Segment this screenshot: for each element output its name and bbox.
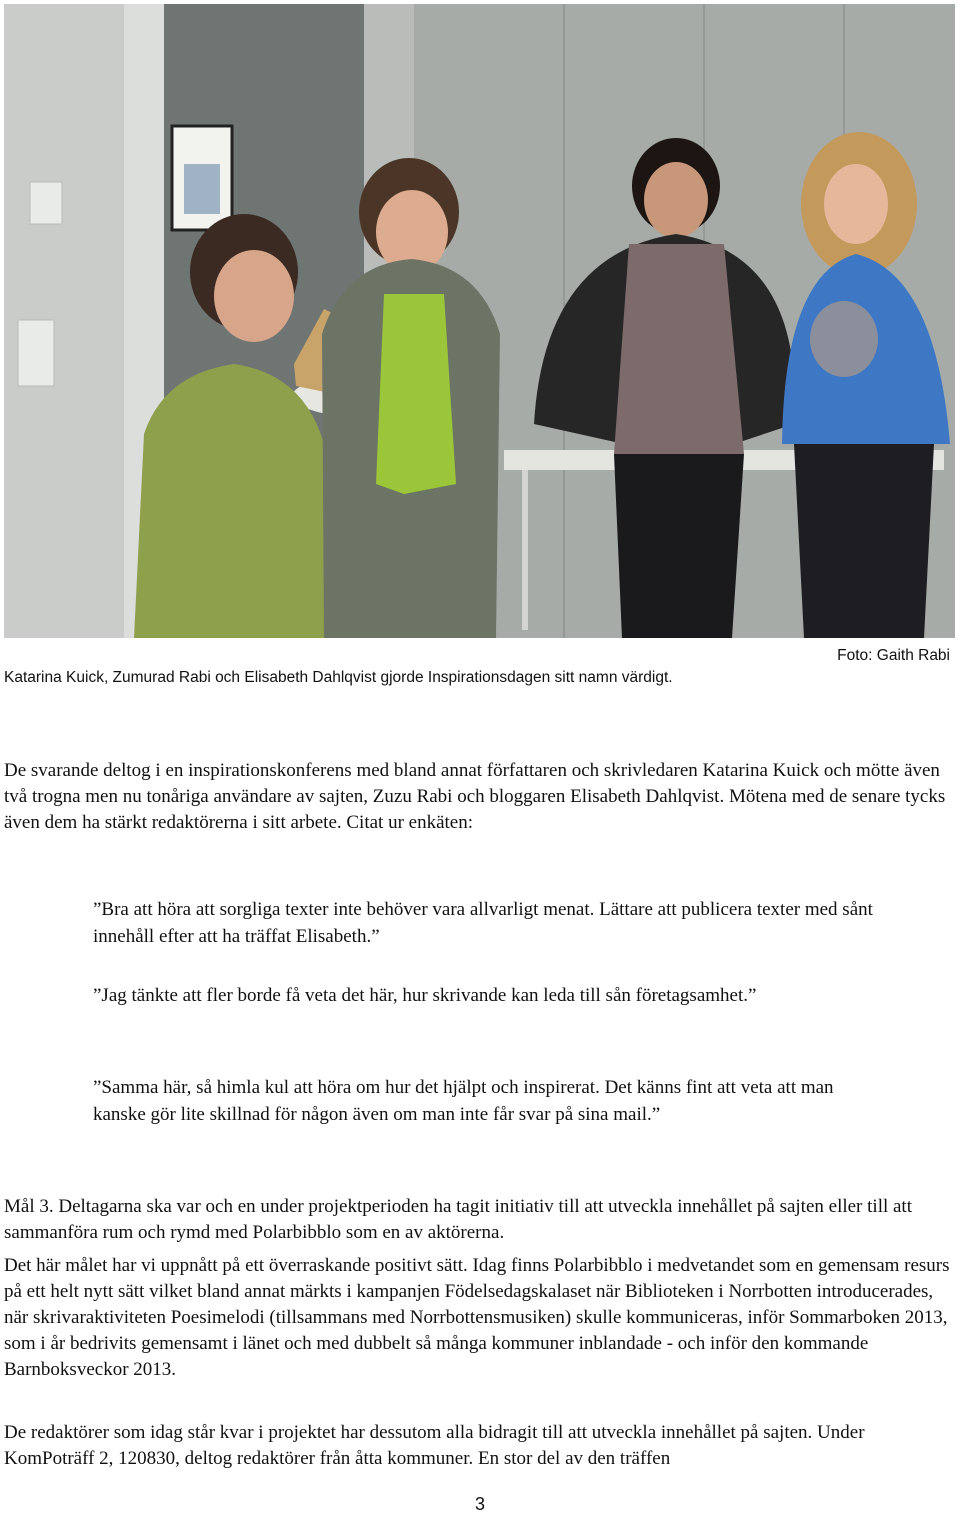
quote-2: ”Jag tänkte att fler borde få veta det här, hur skrivande kan leda till sån företagsamhet.” <box>93 985 757 1006</box>
page-number: 3 <box>474 1494 485 1514</box>
quote-3: ”Samma här, så himla kul att höra om hur det hjälpt och inspirerat. Det känns fint att veta att man kanske gör lite skillnad för någon även om man inte får svar på sina mail.” <box>93 1077 834 1125</box>
conference-photo <box>4 4 955 638</box>
editors-paragraph: De redaktörer som idag står kvar i projektet har dessutom alla bidragit till att utveckla innehållet på sajten. Under KomPoträff 2, 120830, deltog redaktörer från åtta kommuner. En stor del av den träffen <box>4 1422 865 1469</box>
caption-text: Katarina Kuick, Zumurad Rabi och Elisabeth Dahlqvist gjorde Inspirationsdagen sitt namn värdigt. <box>4 669 673 686</box>
intro-paragraph: De svarande deltog i en inspirationskonferens med bland annat författaren och skrivledaren Katarina Kuick och mötte även två trogna men nu tonåriga användare av sajten, Zuzu Rabi och bloggaren Elisabeth Dahlqvist. Mötena med de senare tycks även dem ha stärkt redaktörerna i sitt arbete. Citat ur enkäten: <box>4 760 946 833</box>
goal-paragraph: Mål 3. Deltagarna ska var och en under projektperioden ha tagit initiativ till att utveckla innehållet på sajten eller till att sammanföra rum och rymd med Polarbibblo som en av aktörerna. <box>4 1196 912 1243</box>
photo-credit: Foto: Gaith Rabi <box>837 647 950 664</box>
result-paragraph: Det här målet har vi uppnått på ett överraskande positivt sätt. Idag finns Polarbibblo i medvetandet som en gemensam resurs på ett helt nytt sätt vilket bland annat märkts i kampanjen Födelsedagskalaset när Biblioteken i Norrbotten introducerades, när skrivaraktiviteten Poesimelodi (tillsammans med Norrbottensmusiken) skulle kommuniceras, inför Sommarboken 2013, som i år bedrivits gemensamt i länet och med dubbelt så många kommuner inblandade - och inför den kommande Barnboksveckor 2013. <box>4 1255 950 1380</box>
quote-1: ”Bra att höra att sorgliga texter inte behöver vara allvarligt menat. Lättare att publicera texter med sånt innehåll efter att ha träffat Elisabeth.” <box>93 899 873 947</box>
photo-illustration <box>4 4 955 638</box>
